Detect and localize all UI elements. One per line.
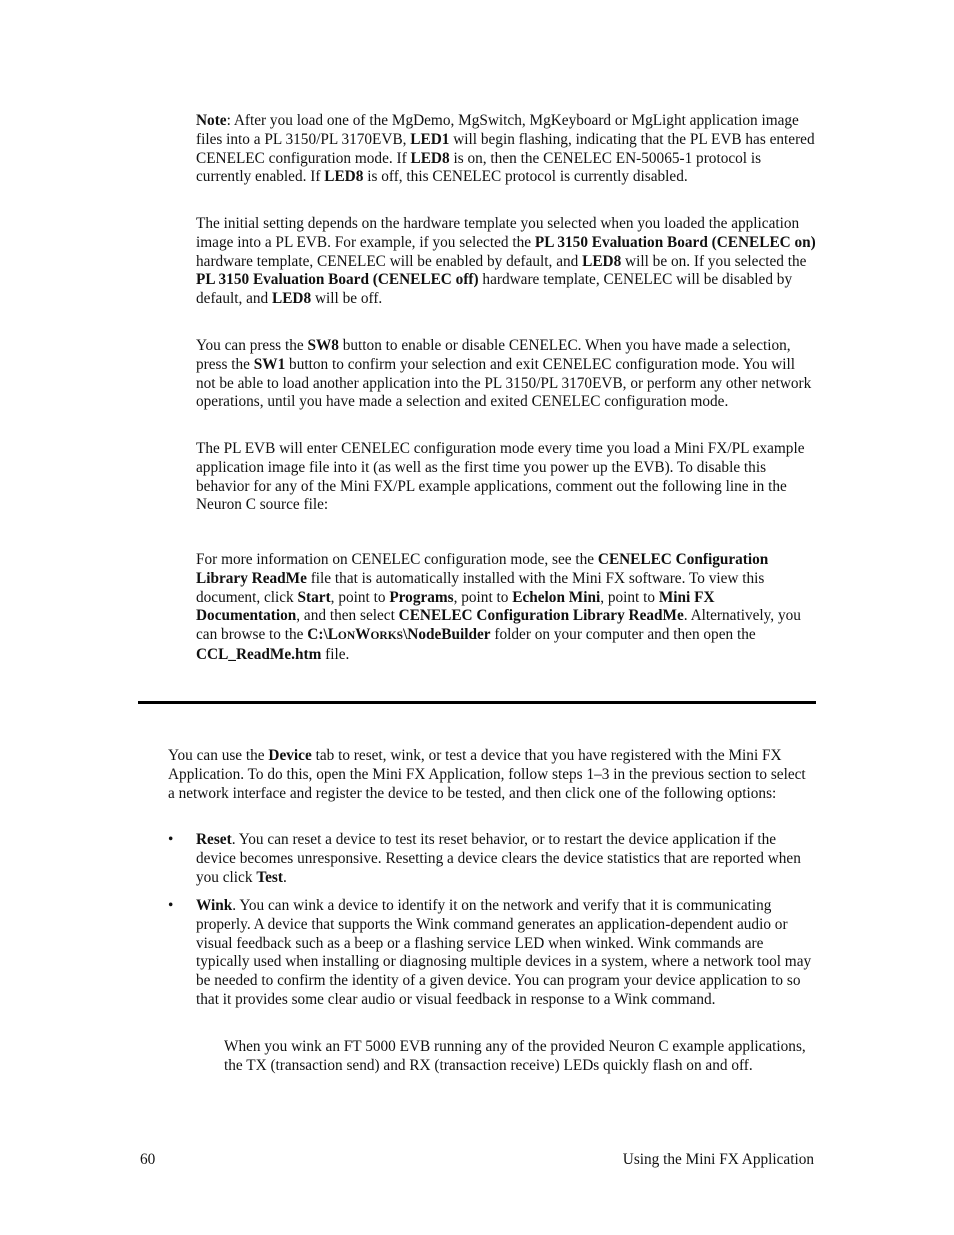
wink-note-paragraph: When you wink an FT 5000 EVB running any of the provided Neuron C example applications, the TX (transaction send) and RX (transaction receive) LEDs quickly flash on and off. <box>224 1038 806 1074</box>
enter-mode-paragraph: The PL EVB will enter CENELEC configuration mode every time you load a Mini FX/PL example application image file into it (as well as the first time you power up the EVB). To disable this behavior for any of the Mini FX/PL example applications, comment out the following line in the Neuron C source file: <box>196 440 805 514</box>
more-info-paragraph: For more information on CENELEC configuration mode, see the CENELEC Configuration Library ReadMe file that is automatically installed with the Mini FX software. To view this document, click Start, point to Programs, point to Echelon Mini, point to Mini FX Documentation, and then select CENELEC Configuration Library ReadMe. Alternatively, you can browse to the C:\LONWORKS\NodeBuilder folder on your computer and then open the CCL_ReadMe.htm file. <box>196 551 801 663</box>
device-tab-paragraph: You can use the Device tab to reset, wink, or test a device that you have registered with the Mini FX Application. To do this, open the Mini FX Application, follow steps 1–3 in the previous section to select a network interface and register the device to be tested, and then click one of the following options: <box>168 747 806 802</box>
page-number: 60 <box>140 1151 156 1168</box>
initial-setting-paragraph: The initial setting depends on the hardware template you selected when you loaded the application image into a PL EVB. For example, if you selected the PL 3150 Evaluation Board (CENELEC on) hardware template, CENELEC will be enabled by default, and LED8 will be on. If you selected the PL 3150 Evaluation Board (CENELEC off) hardware template, CENELEC will be disabled by default, and LED8 will be off. <box>196 215 816 308</box>
press-button-paragraph: You can press the SW8 button to enable or disable CENELEC. When you have made a selection, press the SW1 button to confirm your selection and exit CENELEC configuration mode. You will not be able to load another application into the PL 3150/PL 3170EVB, or perform any other network operations, until you have made a selection and exited CENELEC configuration mode. <box>196 337 812 411</box>
note-paragraph: Note: After you load one of the MgDemo, MgSwitch, MgKeyboard or MgLight application image files into a PL 3150/PL 3170EVB, LED1 will begin flashing, indicating that the PL EVB has entered CENELEC configuration mode. If LED8 is on, then the CENELEC EN-50065-1 protocol is currently enabled. If LED8 is off, this CENELEC protocol is currently disabled. <box>196 112 815 186</box>
bullet-marker: • <box>168 897 174 914</box>
note-label: Note <box>196 112 227 129</box>
section-divider <box>138 701 816 704</box>
chapter-title: Using the Mini FX Application <box>622 1151 814 1168</box>
wink-bullet: Wink. You can wink a device to identify it on the network and verify that it is communicating properly. A device that supports the Wink command generates an application-dependent audio or visual feedback such as a beep or a flashing service LED when winked. Wink commands are typically used when installing or diagnosing multiple devices in a system, where a network tool may be needed to confirm the identity of a given device. You can program your device application to so that it provides some clear audio or visual feedback in response to a Wink command. <box>196 897 812 1008</box>
folder-path: C:\LONWORKS\NodeBuilder <box>307 626 491 644</box>
reset-bullet: Reset. You can reset a device to test its reset behavior, or to restart the device application if the device becomes unresponsive. Resetting a device clears the device statistics that are reported when you click Test. <box>196 831 801 886</box>
bullet-marker: • <box>168 831 174 848</box>
